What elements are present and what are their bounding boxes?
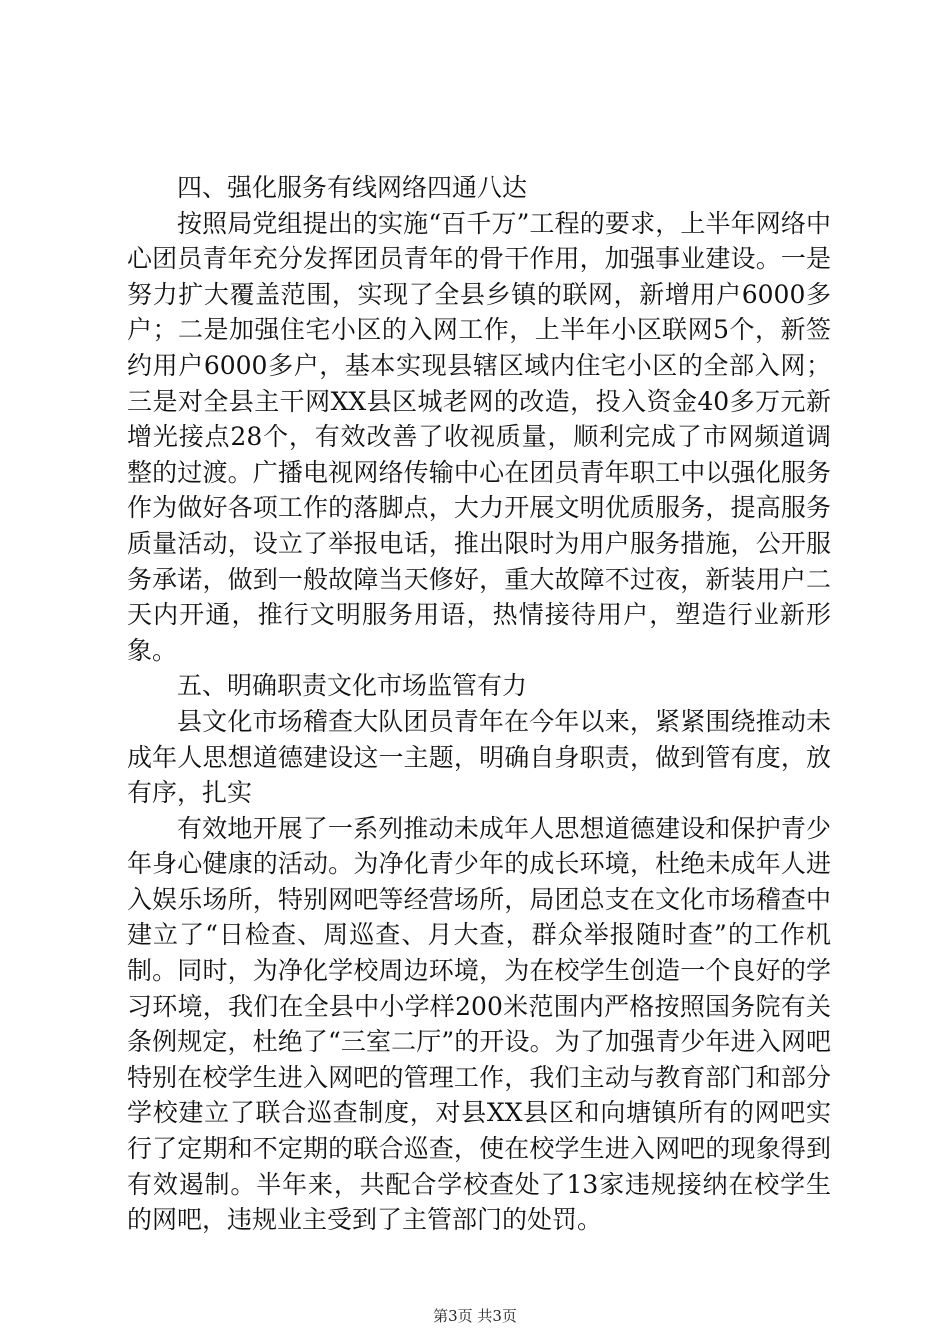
section-heading-4: 四、强化服务有线网络四通八达 — [177, 173, 528, 202]
body-paragraph: 县文化市场稽查大队团员青年在今年以来，紧紧围绕推动未成年人思想道德建设这一主题，明确自身职责，做到管有度，放有序，扎实 — [127, 706, 831, 808]
document-body — [127, 170, 831, 1238]
body-paragraph: 有效地开展了一系列推动未成年人思想道德建设和保护青少年身心健康的活动。为净化青少年的成长环境，杜绝未成年人进入娱乐场所，特别网吧等经营场所，局团总支在文化市场稽查中建立了“日检查、周巡查、月大查，群众举报随时查”的工作机制。同时，为净化学校周边环境，为在校学生创造一个良好的学习环境，我们在全县中小学样200米范围内严格按照国务院有关条例规定，杜绝了“三室二厅”的开设。为了加强青少年进入网吧特别在校学生进入网吧的管理工作，我们主动与教育部门和部分学校建立了联合巡查制度，对县XX县区和向塘镇所有的网吧实行了定期和不定期的联合巡查，使在校学生进入网吧的现象得到有效遏制。半年来，共配合学校查处了13家违规接纳在校学生的网吧，违规业主受到了主管部门的处罚。 — [127, 813, 831, 1235]
section-heading-5: 五、明确职责文化市场监管有力 — [177, 671, 528, 701]
page-number-footer: 第3页 共3页 — [433, 1307, 517, 1325]
body-paragraph: 按照局党组提出的实施“百千万”工程的要求，上半年网络中心团员青年充分发挥团员青年的骨干作用，加强事业建设。一是努力扩大覆盖范围，实现了全县乡镇的联网，新增用户6000多户；二是加强住宅小区的入网工作，上半年小区联网5个，新签约用户6000多户，基本实现县辖区域内住宅小区的全部入网；三是对全县主干网XX县区城老网的改造，投入资金40多万元新增光接点28个，有效改善了收视质量，顺利完成了市网频道调整的过渡。广播电视网络传输中心在团员青年职工中以强化服务作为做好各项工作的落脚点，大力开展文明优质服务，提高服务质量活动，设立了举报电话，推出限时为用户服务措施，公开服务承诺，做到一般故障当天修好，重大故障不过夜，新装用户二天内开通，推行文明服务用语，热情接待用户，塑造行业新形象。 — [127, 208, 831, 665]
